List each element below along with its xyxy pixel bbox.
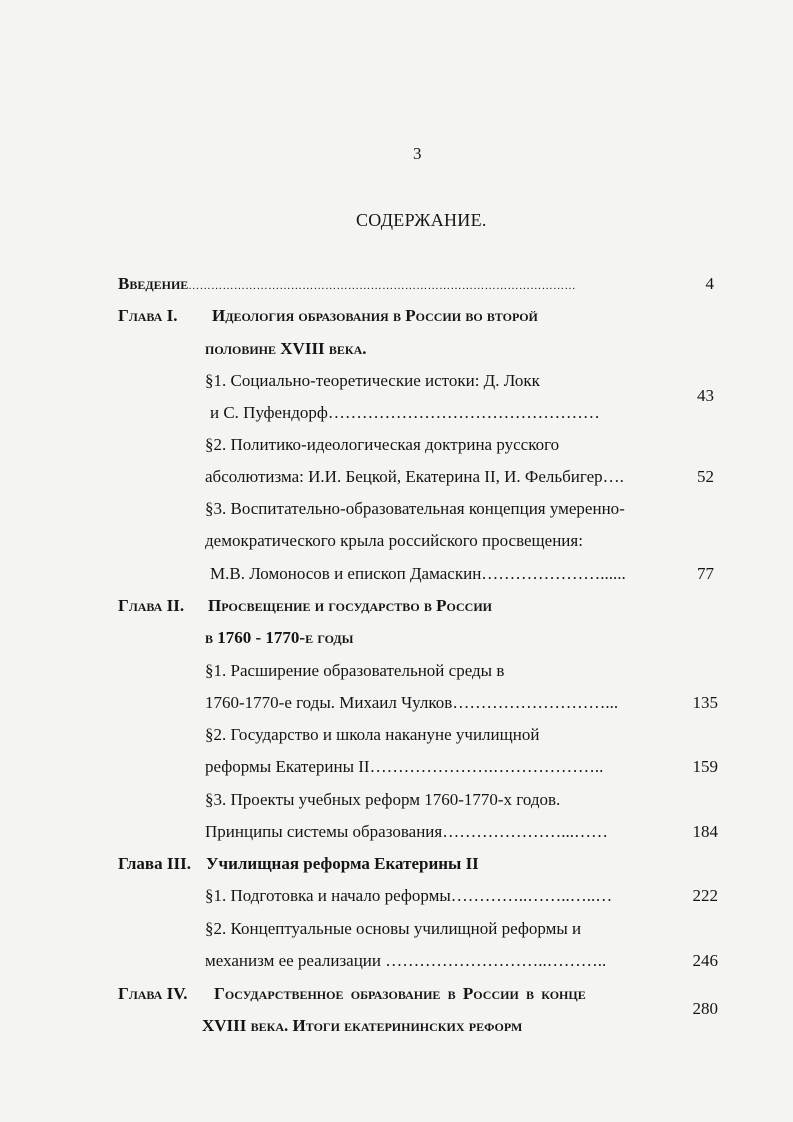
ch2-s2-line1: §2. Государство и школа накануне училищной (205, 725, 540, 744)
ch2-s3-line2: Принципы системы образования…………………...…… (205, 822, 608, 841)
ch3-s1-page: 222 (692, 886, 718, 905)
ch3-label: Глава III. (118, 854, 191, 873)
ch2-label: Глава II. (118, 596, 185, 615)
ch1-title-line1: Идеология образования в России во второй (212, 306, 538, 325)
ch2-s2-page: 159 (692, 757, 718, 776)
ch3-s2-line2: механизм ее реализации ………………………..……….. (205, 951, 607, 970)
ch2-s1-line2: 1760-1770-е годы. Михаил Чулков………………………... (205, 693, 619, 712)
ch2-s3-line1: §3. Проекты учебных реформ 1760-1770-х годов. (205, 790, 561, 809)
ch1-s1-line2: и С. Пуфендорф………………………………………… (210, 403, 600, 422)
intro-page: 4 (705, 274, 714, 293)
ch1-label: Глава I. (118, 306, 178, 325)
ch1-s2-line2: абсолютизма: И.И. Бецкой, Екатерина II, И. Фельбигер…. (205, 467, 624, 486)
ch1-s3-line2: демократического крыла российского просвещения: (205, 531, 583, 550)
ch1-s2-page: 52 (697, 467, 714, 486)
ch2-s2-line2: реформы Екатерины II………………….……………….. (205, 757, 604, 776)
ch4-title-line2: XVIII века. Итоги екатерининских реформ (202, 1016, 523, 1035)
ch3-s1-line1: §1. Подготовка и начало реформы…………..……..…..… (205, 886, 613, 905)
ch4-label: Глава IV. (118, 984, 188, 1003)
ch1-s2-line1: §2. Политико-идеологическая доктрина русского (205, 435, 560, 454)
ch1-s1-line1: §1. Социально-теоретические истоки: Д. Локк (205, 371, 540, 390)
ch2-s1-page: 135 (692, 693, 718, 712)
ch2-s3-page: 184 (692, 822, 718, 841)
ch1-s1-page: 43 (697, 386, 714, 405)
ch3-title: Училищная реформа Екатерины II (206, 854, 479, 873)
ch3-s2-page: 246 (692, 951, 718, 970)
ch1-s3-line1: §3. Воспитательно-образовательная концепция умеренно- (205, 499, 625, 518)
ch4-title-line1: Государственное образование в России в конце (214, 984, 586, 1003)
page-number: 3 (413, 144, 422, 163)
ch2-title-line1: Просвещение и государство в России (208, 596, 493, 615)
ch1-s3-line3: М.В. Ломоносов и епископ Дамаскин…………………...... (210, 564, 626, 583)
ch2-title-line2: в 1760 - 1770-е годы (205, 628, 354, 647)
ch1-s3-page: 77 (697, 564, 714, 583)
ch3-s2-line1: §2. Концептуальные основы училищной реформы и (205, 919, 582, 938)
toc-entry-intro (118, 274, 576, 294)
ch2-s1-line1: §1. Расширение образовательной среды в (205, 661, 505, 680)
ch4-page: 280 (692, 999, 718, 1018)
intro-label: Введение (118, 274, 189, 293)
ch1-title-line2: половине XVIII века. (205, 339, 367, 358)
page-title: СОДЕРЖАНИЕ. (356, 210, 487, 230)
intro-dots: ………………………………………………………………………………………… (188, 280, 576, 292)
